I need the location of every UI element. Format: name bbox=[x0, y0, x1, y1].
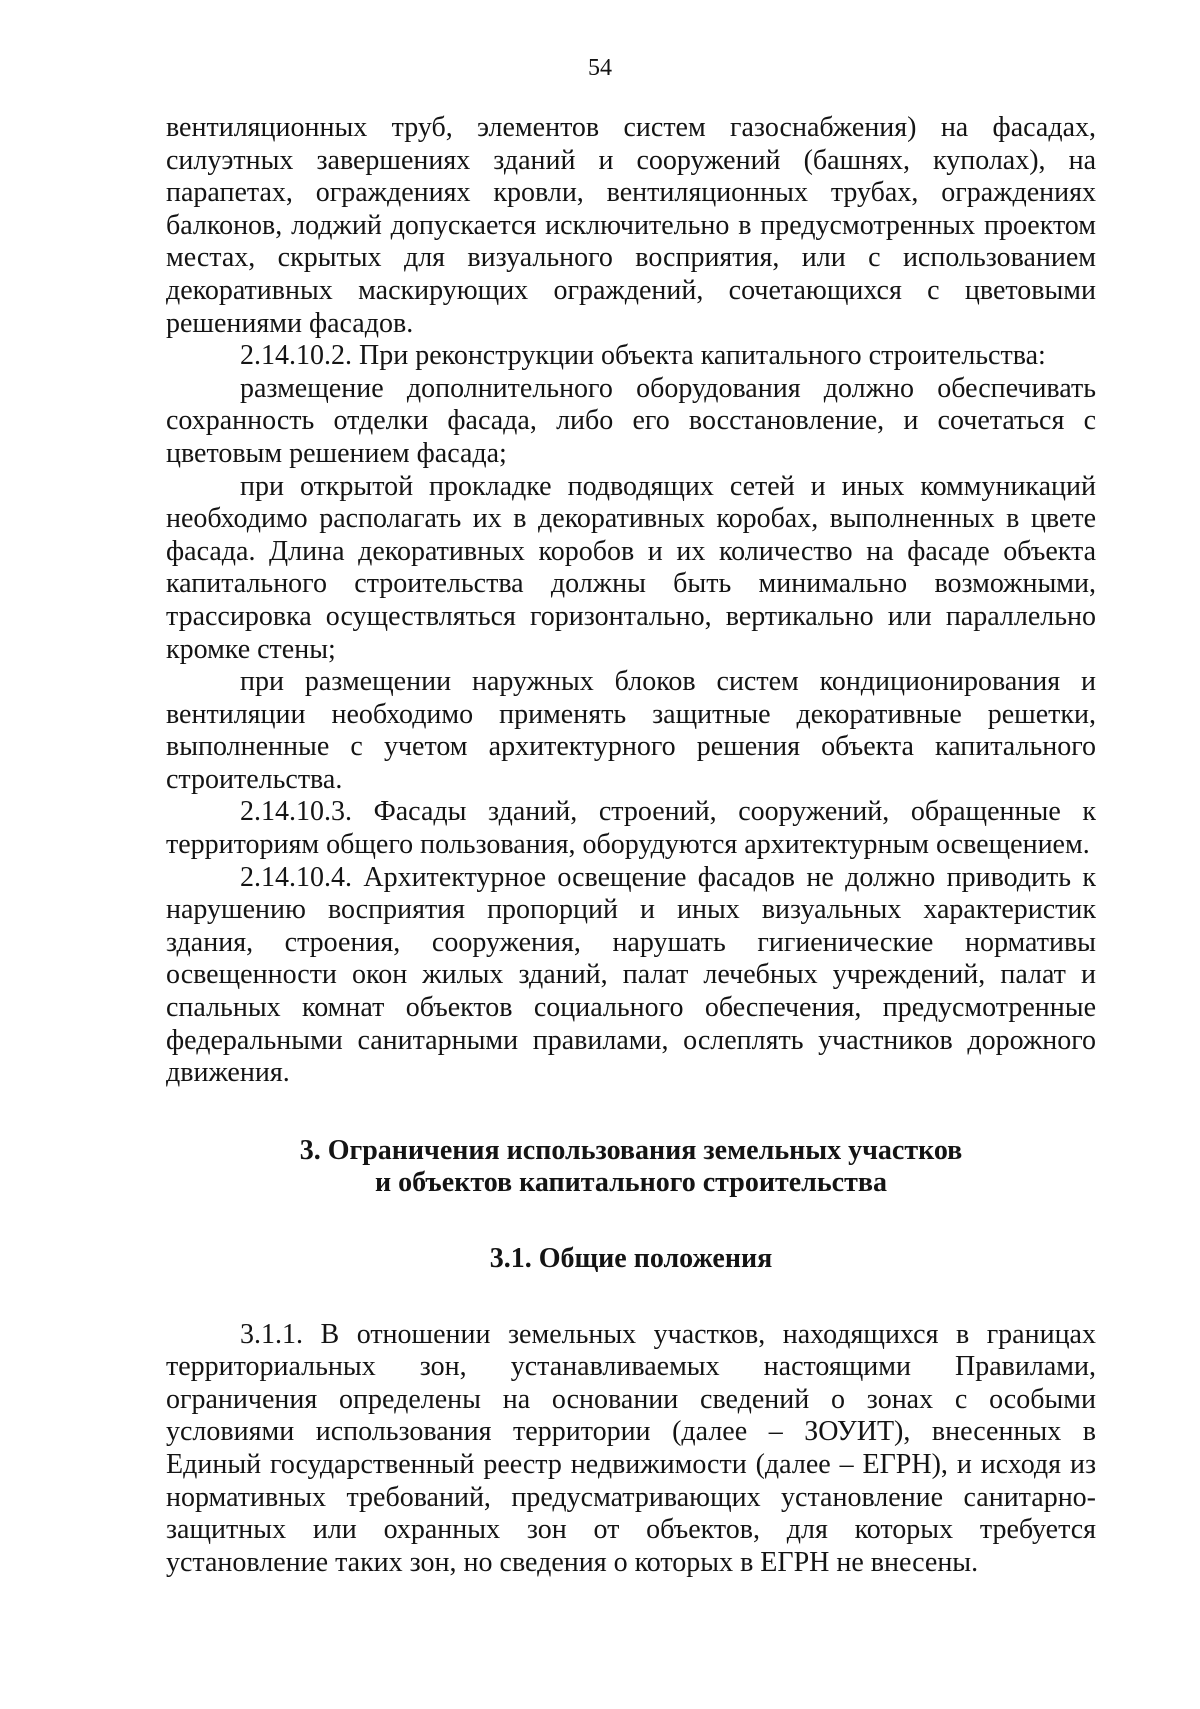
paragraph-equipment-placement: размещение дополнительного оборудования должно обеспечивать сохранность отделки фасада, либо его восстановление, и сочетаться с цветовым решением фасада; bbox=[166, 372, 1096, 469]
section-heading-line-2: и объектов капитального строительства bbox=[375, 1167, 887, 1199]
subsection-heading: 3.1. Общие положения bbox=[489, 1243, 773, 1274]
document-body bbox=[166, 112, 1096, 1579]
page-number: 54 bbox=[588, 55, 612, 81]
paragraph-2-14-10-3: 2.14.10.3. Фасады зданий, строений, сооружений, обращенные к территориям общего пользования, оборудуются архитектурным освещением. bbox=[166, 796, 1096, 861]
section-heading bbox=[166, 1135, 1096, 1200]
paragraph-2-14-10-2: 2.14.10.2. При реконструкции объекта капитального строительства: bbox=[240, 340, 1046, 372]
paragraph-open-laying: при открытой прокладке подводящих сетей и иных коммуникаций необходимо располагать их в декоративных коробах, выполненных в цвете фасада. Длина декоративных коробов и их количество на фасаде объекта капитального строительства должны быть минимально возможными, трассировка осуществляться горизонтально, вертикально или параллельно кромке стены; bbox=[166, 470, 1096, 665]
paragraph-continuation: вентиляционных труб, элементов систем газоснабжения) на фасадах, силуэтных завершениях зданий и сооружений (башнях, куполах), на парапетах, ограждениях кровли, вентиляционных трубах, ограждениях балконов, лоджий допускается исключительно в предусмотренных проектом местах, скрытых для визуального восприятия, или с использованием декоративных маскирующих ограждений, сочетающихся с цветовыми решениями фасадов. bbox=[166, 112, 1096, 339]
section-heading-line-1: 3. Ограничения использования земельных участков bbox=[299, 1134, 963, 1166]
paragraph-3-1-1: 3.1.1. В отношении земельных участков, находящихся в границах территориальных зон, устанавливаемых настоящими Правилами, ограничения определены на основании сведений о зонах с особыми условиями использования территории (далее – ЗОУИТ), внесенных в Единый государственный реестр недвижимости (далее – ЕГРН), и исходя из нормативных требований, предусматривающих установление санитарно-защитных или охранных зон от объектов, для которых требуется установление таких зон, но сведения о которых в ЕГРН не внесены. bbox=[166, 1318, 1096, 1578]
paragraph-2-14-10-4: 2.14.10.4. Архитектурное освещение фасадов не должно приводить к нарушению восприятия пропорций и иных визуальных характеристик здания, строения, сооружения, нарушать гигиенические нормативы освещенности окон жилых зданий, палат лечебных учреждений, палат и спальных комнат объектов социального обеспечения, предусмотренные федеральными санитарными правилами, ослеплять участников дорожного движения. bbox=[166, 861, 1096, 1089]
paragraph-outdoor-units: при размещении наружных блоков систем кондиционирования и вентиляции необходимо применять защитные декоративные решетки, выполненные с учетом архитектурного решения объекта капитального строительства. bbox=[166, 666, 1096, 795]
